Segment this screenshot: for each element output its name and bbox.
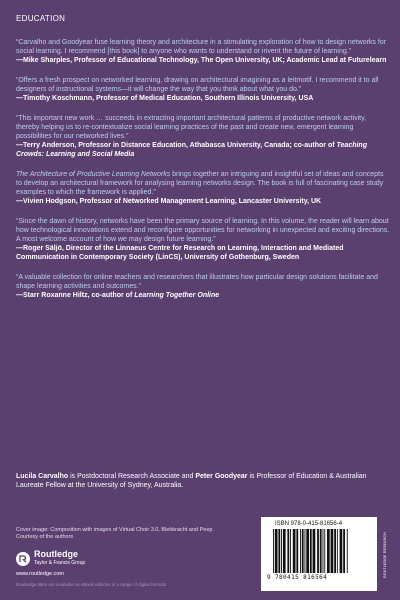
quote-text: “This important new work … succeeds in extracting important architectural patterns of productive network activity, thereby helping us to re-contextualize social learning practices of the past and create new, emergent learning possibilities for our networked lives.” — [16, 115, 367, 140]
barcode-bar — [340, 529, 343, 573]
quote-attribution: —Roger Säljö, Director of the Linnaeus Centre for Research on Learning, Interaction and Mediated Communication in Contemporary Society (LinCS), University of Gothenburg, Sweden — [16, 245, 344, 261]
barcode-bars — [267, 529, 371, 573]
endorsement-3 — [16, 114, 390, 159]
publisher-group: Taylor & Francis Group — [34, 560, 86, 566]
cover-image-credit: Cover image: Composition with images of Virtual Choir 3.0, Blebkracht and Peep. Courtesy of the authors — [16, 527, 214, 540]
barcode-bar — [305, 529, 306, 573]
endorsement-2 — [16, 76, 390, 103]
author-name-2: Peter Goodyear — [195, 473, 248, 480]
ebook-note: Routledge titles are available as eBook editions in a range of digital formats — [16, 582, 167, 587]
endorsement-4 — [16, 170, 390, 206]
author-bio-text-2: is Professor of Education & Australian Laureate Fellow at the University of Sydney, Australia. — [16, 473, 367, 489]
barcode-bar — [281, 529, 282, 573]
author-name-1: Lucila Carvalho — [16, 473, 69, 480]
barcode-bar — [317, 529, 319, 573]
quote-attribution — [16, 141, 390, 159]
author-bio-text-1: is Postdoctoral Research Associate and — [68, 473, 196, 480]
quote-attribution — [16, 291, 390, 300]
barcode-bar — [334, 529, 336, 573]
barcode-bar — [278, 529, 280, 573]
barcode-bar — [293, 529, 296, 573]
quote-text-rest: brings together an intriguing and insightful set of ideas and concepts to develop an architectural framework for analysing learning networks design. The book is full of fascinating case study examples to which the framework is applied.” — [16, 171, 384, 196]
book-title: The Architecture of Productive Learning Networks — [16, 171, 171, 178]
quote-text: “Offers a fresh prospect on networked learning, drawing on architectural imagining as a leitmotif. I recommend it to all designers of instructional systems—it will change the way that you think about what you do.” — [16, 77, 379, 93]
endorsement-1 — [16, 38, 390, 65]
attribution-prefix: —Starr Roxanne Hiltz, co-author of — [16, 292, 135, 299]
book-title: Learning Together Online — [134, 292, 220, 299]
barcode-bar — [324, 529, 325, 573]
quote-text: “A valuable collection for online teachers and researchers that illustrates how particular design solutions facilitate and shape learning activities and outcomes.” — [16, 274, 378, 290]
quote-attribution: —Mike Sharples, Professor of Educational Technology, The Open University, UK; Academic Lead at Futurelearn — [16, 57, 387, 64]
barcode-bar — [306, 529, 309, 573]
barcode-bar — [273, 529, 274, 573]
barcode-bar — [310, 529, 312, 573]
barcode-bar — [320, 529, 322, 573]
barcode-bar — [275, 529, 278, 573]
category-label: EDUCATION — [16, 14, 66, 23]
routledge-logo-icon — [16, 552, 30, 566]
barcode-bar — [290, 529, 291, 573]
quote-text — [16, 170, 390, 197]
barcode-bar — [300, 529, 301, 573]
barcode-bar — [331, 529, 334, 573]
barcode-bar — [323, 529, 324, 573]
series-side-text: ROUTLEDGE RESEARCH — [383, 532, 387, 578]
author-bio — [16, 472, 390, 490]
book-title: Teaching Crowds: Learning and Social Media — [16, 142, 367, 158]
barcode-bar — [296, 529, 298, 573]
quote-text: “Since the dawn of history, networks have been the primary source of learning. In this volume, the reader will learn about how technological innovations extend and reconfigure opportunities for networking in unexpected and exciting directions. A most welcome account of how we may design future learning.” — [16, 218, 390, 243]
endorsement-5 — [16, 217, 390, 262]
quote-attribution: —Timothy Koschmann, Professor of Medical Education, Southern Illinois University, USA — [16, 95, 314, 102]
endorsements — [16, 38, 390, 311]
quote-attribution: —Vivien Hodgson, Professor of Networked Management Learning, Lancaster University, UK — [16, 198, 322, 205]
endorsement-6 — [16, 273, 390, 300]
barcode-bar — [287, 529, 289, 573]
attribution-prefix: —Terry Anderson, Professor in Distance Education, Athabasca University, Canada; co-author of — [16, 142, 337, 149]
barcode-bar — [313, 529, 316, 573]
publisher-name: Routledge — [34, 549, 78, 559]
barcode-bar — [347, 529, 348, 573]
isbn-label: ISBN 978-0-415-81656-4 — [275, 521, 343, 527]
publisher-website: www.routledge.com — [16, 571, 64, 577]
isbn-digits: 9 780415 816564 — [267, 574, 328, 581]
publisher-logo — [16, 550, 85, 568]
quote-text: “Carvalho and Goodyear fuse learning theory and architecture in a stimulating exploration of how to design networks for social learning. I recommend [this book] to anyone who wants to understand or invent the future of learning.” — [16, 39, 387, 55]
barcode-bar — [337, 529, 338, 573]
isbn-barcode — [261, 517, 377, 591]
barcode-bar — [283, 529, 286, 573]
barcode-bar — [327, 529, 330, 573]
barcode-bar — [343, 529, 345, 573]
barcode-bar — [302, 529, 304, 573]
